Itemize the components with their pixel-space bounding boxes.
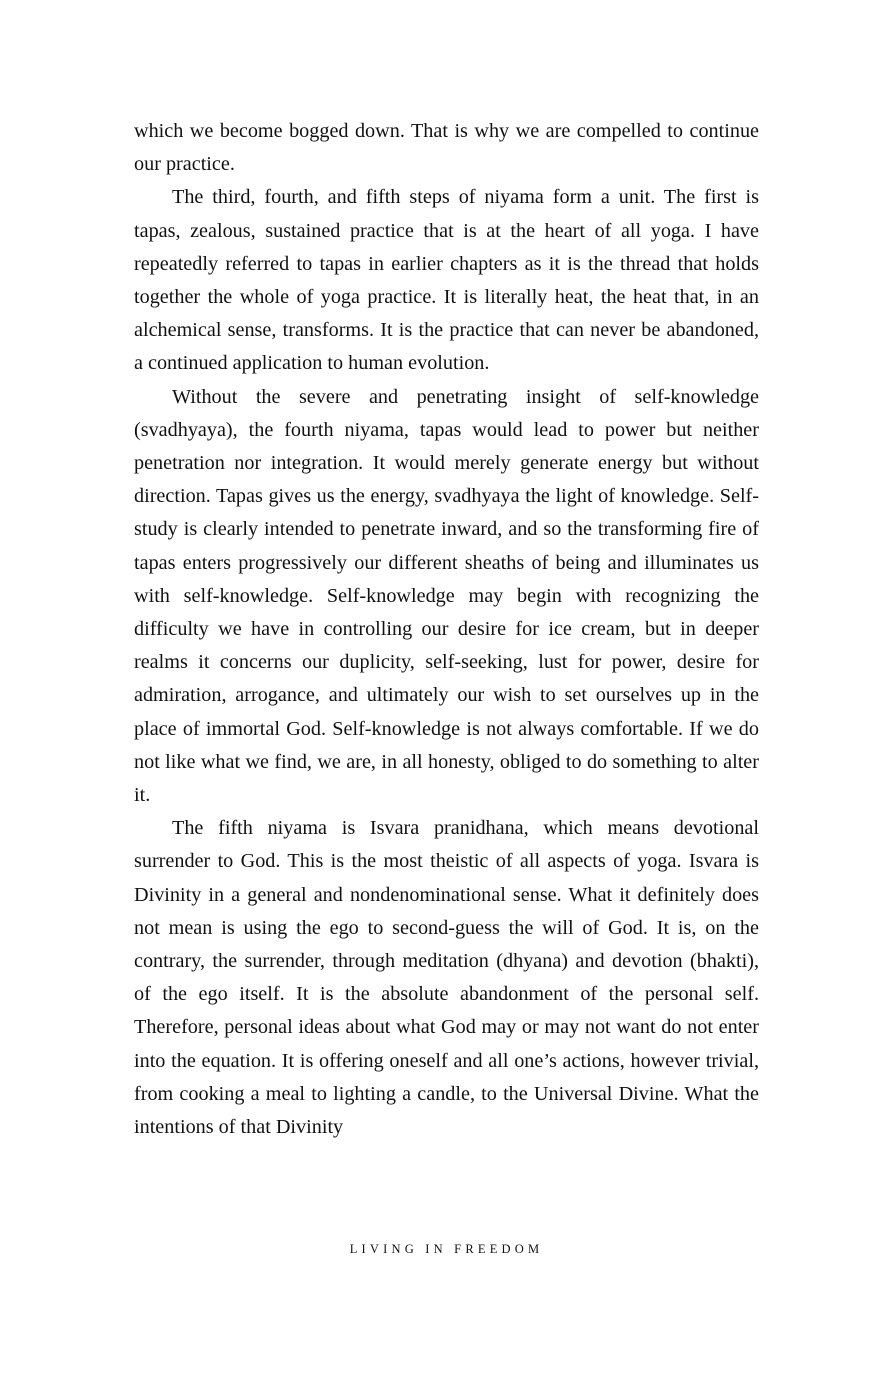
- paragraph-isvara-pranidhana: The fifth niyama is Isvara pranidhana, which means devotional surrender to God. This is the most theistic of all aspects of yoga. Isvara is Divinity in a general and nondenominational sense. What it definitely does not mean is using the ego to second-guess the will of God. It is, on the contrary, the surrender, through meditation (dhyana) and devotion (bhakti), of the ego itself. It is the absolute abandonment of the personal self. Therefore, personal ideas about what God may or may not want do not enter into the equation. It is offering oneself and all one’s actions, however trivial, from cooking a meal to lighting a candle, to the Universal Divine. What the intentions of that Divinity: [134, 817, 759, 1139]
- body-text: [134, 115, 759, 1144]
- paragraph-continued: which we become bogged down. That is why we are compelled to continue our practice.: [134, 120, 759, 176]
- paragraph-tapas: The third, fourth, and fifth steps of niyama form a unit. The first is tapas, zealous, sustained practice that is at the heart of all yoga. I have repeatedly referred to tapas in earlier chapters as it is the thread that holds together the whole of yoga practice. It is literally heat, the heat that, in an alchemical sense, transforms. It is the practice that can never be abandoned, a continued application to human evolution.: [134, 186, 759, 375]
- paragraph-svadhyaya: Without the severe and penetrating insight of self-knowledge (svadhyaya), the fourth niyama, tapas would lead to power but neither penetration nor integration. It would merely generate energy but without direction. Tapas gives us the energy, svadhyaya the light of knowledge. Self-study is clearly intended to penetrate inward, and so the transforming fire of tapas enters progressively our different sheaths of being and illuminates us with self-knowledge. Self-knowledge may begin with recognizing the difficulty we have in controlling our desire for ice cream, but in deeper realms it concerns our duplicity, self-seeking, lust for power, desire for admiration, arrogance, and ultimately our wish to set ourselves up in the place of immortal God. Self-knowledge is not always comfortable. If we do not like what we find, we are, in all honesty, obliged to do something to alter it.: [134, 385, 759, 807]
- running-footer-title: LIVING IN FREEDOM: [349, 1242, 544, 1256]
